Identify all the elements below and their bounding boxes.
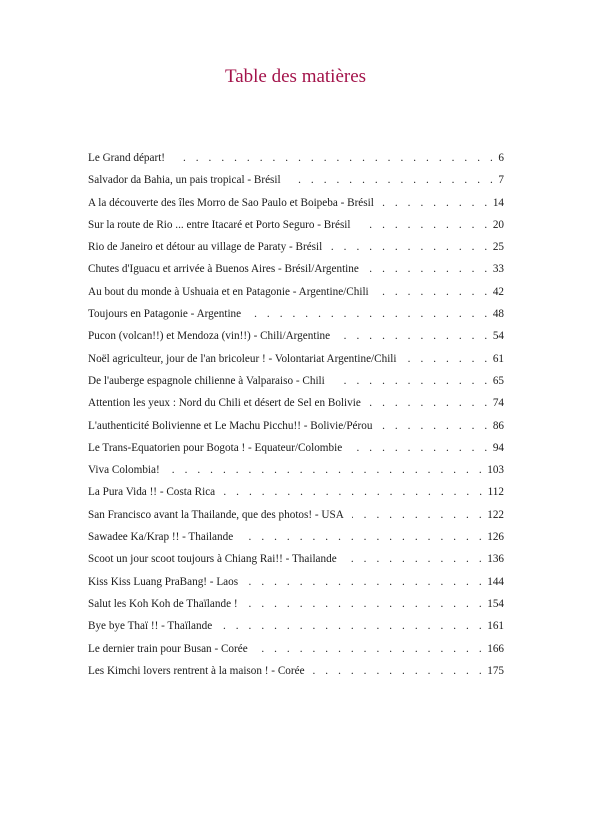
toc-entry-page-number: 48 xyxy=(492,308,504,321)
toc-entry-page-number: 94 xyxy=(492,441,504,454)
toc-entry[interactable] xyxy=(88,527,504,549)
dot-leader xyxy=(352,505,485,525)
toc-entry[interactable] xyxy=(88,326,504,348)
toc-entry-page-number: 14 xyxy=(492,196,504,209)
toc-entry-title: De l'auberge espagnole chilienne à Valparaiso - Chili xyxy=(88,374,325,387)
toc-entry-page-number: 54 xyxy=(492,330,504,343)
toc-entry[interactable] xyxy=(88,349,504,371)
toc-entry[interactable] xyxy=(88,549,504,571)
toc-entry-page-number: 7 xyxy=(498,174,504,187)
toc-entry-title: Salut les Koh Koh de Thaïlande ! xyxy=(88,597,238,610)
dot-leader xyxy=(289,170,497,190)
toc-entry[interactable] xyxy=(88,460,504,482)
toc-entry-page-number: 154 xyxy=(487,597,504,610)
toc-entry[interactable] xyxy=(88,259,504,281)
dot-leader xyxy=(256,639,486,659)
toc-entry-title: Salvador da Bahia, un pais tropical - Brésil xyxy=(88,174,281,187)
toc-entry[interactable] xyxy=(88,639,504,661)
toc-entry-title: Attention les yeux : Nord du Chili et désert de Sel en Bolivie xyxy=(88,397,361,410)
toc-entry[interactable] xyxy=(88,572,504,594)
toc-entry-title: Les Kimchi lovers rentrent à la maison ! - Corée xyxy=(88,664,305,677)
toc-entry-title: La Pura Vida !! - Costa Rica xyxy=(88,486,216,499)
toc-entry[interactable] xyxy=(88,193,504,215)
toc-entry-title: Kiss Kiss Luang PraBang! - Laos xyxy=(88,575,239,588)
toc-entry-page-number: 61 xyxy=(492,352,504,365)
toc-entry-title: Le Grand départ! xyxy=(88,152,166,164)
toc-entry-page-number: 74 xyxy=(492,397,504,410)
toc-entry-title: Toujours en Patagonie - Argentine xyxy=(88,308,242,321)
dot-leader xyxy=(313,661,486,681)
dot-leader xyxy=(369,393,491,413)
toc-entry-page-number: 175 xyxy=(487,664,504,677)
toc-entry[interactable] xyxy=(88,594,504,616)
toc-entry-page-number: 86 xyxy=(492,419,504,432)
toc-entry[interactable] xyxy=(88,393,504,415)
toc-entry-page-number: 136 xyxy=(487,553,504,566)
toc-entry-title: Sawadee Ka/Krap !! - Thailande xyxy=(88,531,234,544)
dot-leader xyxy=(241,527,485,547)
toc-entry-page-number: 144 xyxy=(487,575,504,588)
toc-entry[interactable] xyxy=(88,661,504,683)
dot-leader xyxy=(367,259,491,279)
toc-entry[interactable] xyxy=(88,616,504,638)
toc-entry[interactable] xyxy=(88,282,504,304)
dot-leader xyxy=(168,460,485,480)
toc-entry[interactable] xyxy=(88,505,504,527)
toc-entry-title: Le dernier train pour Busan - Corée xyxy=(88,642,248,655)
toc-entry-title: Le Trans-Equatorien pour Bogota ! - Equateur/Colombie xyxy=(88,441,343,454)
dot-leader xyxy=(223,482,486,502)
table-of-contents xyxy=(88,148,504,683)
toc-entry[interactable] xyxy=(88,482,504,504)
toc-entry-page-number: 166 xyxy=(487,642,504,655)
toc-entry-title: Rio de Janeiro et détour au village de Paraty - Brésil xyxy=(88,241,323,254)
toc-entry-title: San Francisco avant la Thailande, que des photos! - USA xyxy=(88,508,344,521)
dot-leader xyxy=(345,549,486,569)
toc-entry-title: Scoot un jour scoot toujours à Chiang Rai!! - Thailande xyxy=(88,553,337,566)
dot-leader xyxy=(359,215,491,235)
dot-leader xyxy=(220,616,485,636)
toc-entry-title: Chutes d'Iguacu et arrivée à Buenos Aires - Brésil/Argentine xyxy=(88,263,359,276)
toc-entry-title: Pucon (volcan!!) et Mendoza (vin!!) - Chili/Argentine xyxy=(88,330,331,343)
dot-leader xyxy=(333,371,491,391)
dot-leader xyxy=(173,148,496,168)
toc-entry[interactable] xyxy=(88,304,504,326)
dot-leader xyxy=(330,237,491,257)
toc-entry-page-number: 25 xyxy=(492,241,504,254)
toc-entry-page-number: 20 xyxy=(492,218,504,231)
toc-entry[interactable] xyxy=(88,371,504,393)
toc-entry[interactable] xyxy=(88,438,504,460)
toc-entry[interactable] xyxy=(88,416,504,438)
dot-leader xyxy=(405,349,491,369)
dot-leader xyxy=(246,572,485,592)
toc-entry-page-number: 65 xyxy=(492,374,504,387)
dot-leader xyxy=(246,594,486,614)
page-title: Table des matières xyxy=(224,66,367,87)
dot-leader xyxy=(377,282,491,302)
toc-entry-title: A la découverte des îles Morro de Sao Paulo et Boipeba - Brésil xyxy=(88,196,374,209)
toc-entry[interactable] xyxy=(88,148,504,170)
toc-entry-page-number: 112 xyxy=(487,486,504,499)
toc-entry[interactable] xyxy=(88,237,504,259)
toc-entry-title: Bye bye Thaï !! - Thaïlande xyxy=(88,620,213,633)
dot-leader xyxy=(249,304,491,324)
toc-entry-title: Au bout du monde à Ushuaia et en Patagonie - Argentine/Chili xyxy=(88,285,369,298)
dot-leader xyxy=(380,416,490,436)
toc-entry-title: Noël agriculteur, jour de l'an bricoleur ! - Volontariat Argentine/Chili xyxy=(88,352,397,365)
toc-entry-page-number: 42 xyxy=(492,285,504,298)
toc-entry-page-number: 161 xyxy=(487,620,504,633)
dot-leader xyxy=(350,438,491,458)
toc-entry-title: L'authenticité Bolivienne et Le Machu Picchu!! - Bolivie/Pérou xyxy=(88,419,373,432)
dot-leader xyxy=(382,193,491,213)
toc-entry-title: Viva Colombia! xyxy=(88,464,160,477)
toc-entry-page-number: 126 xyxy=(487,531,504,544)
dot-leader xyxy=(338,326,491,346)
toc-entry[interactable] xyxy=(88,215,504,237)
toc-entry[interactable] xyxy=(88,170,504,192)
toc-entry-page-number: 6 xyxy=(498,152,504,164)
toc-entry-title: Sur la route de Rio ... entre Itacaré et Porto Seguro - Brésil xyxy=(88,218,351,231)
toc-entry-page-number: 122 xyxy=(487,508,504,521)
toc-entry-page-number: 103 xyxy=(487,464,504,477)
toc-entry-page-number: 33 xyxy=(492,263,504,276)
